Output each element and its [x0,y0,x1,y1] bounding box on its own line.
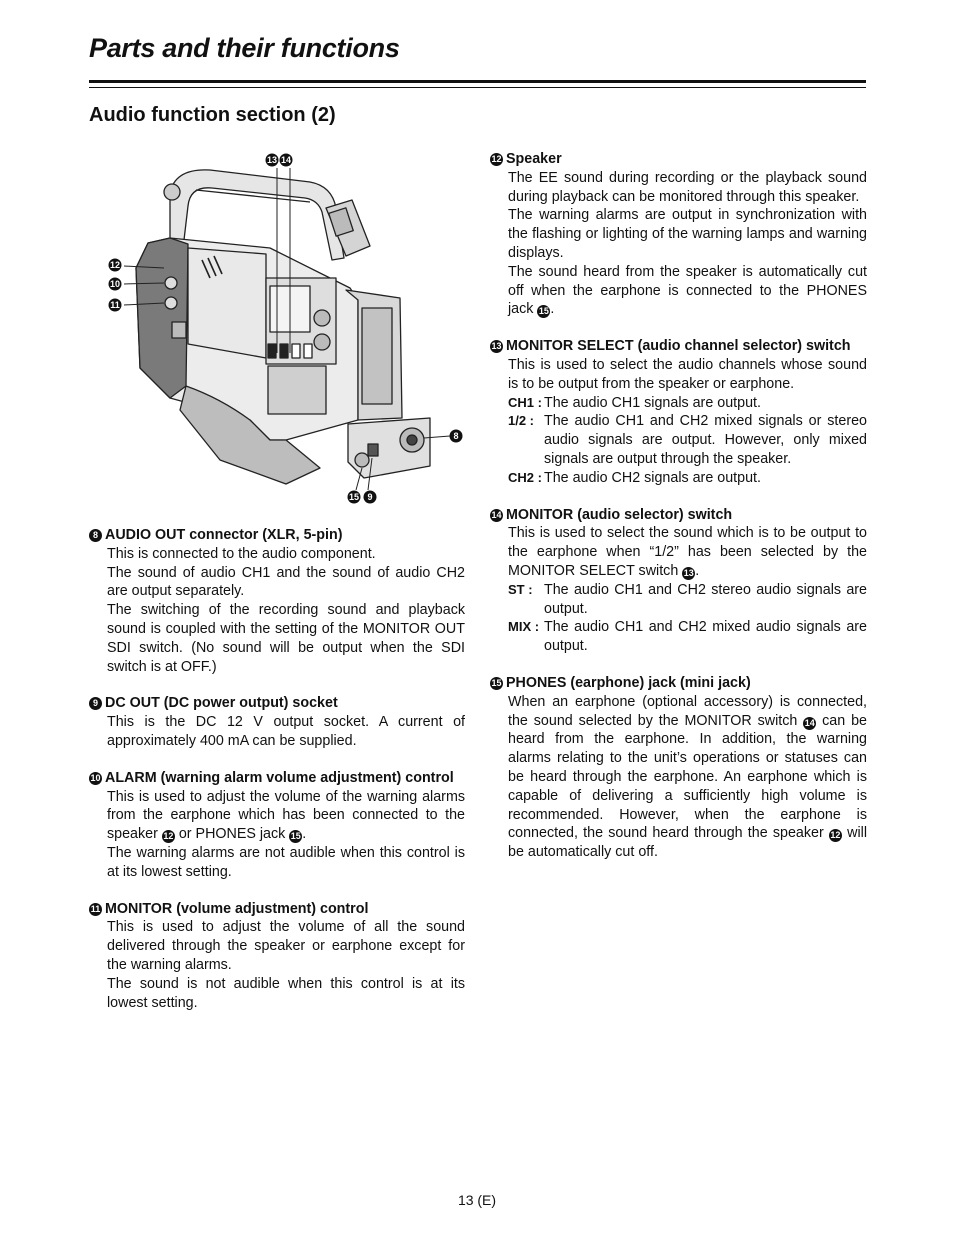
item-text: This is used to adjust the volume of all the sound delivered through the speaker or earphone except for the warning alarms. [107,919,465,973]
item-number: 15 [491,677,502,688]
svg-text:12: 12 [109,260,121,270]
item-monitor-audio-selector [490,506,867,656]
item-text: The EE sound during recording or the playback sound during playback can be monitored through this speaker. [508,169,867,205]
left-column [89,526,465,1030]
camera-illustration [100,148,468,508]
item-number: 13 [491,341,502,352]
item-title: DC OUT (DC power output) socket [105,695,338,712]
item-text: The warning alarms are output in synchronization with the flashing or lighting of the warning lamps and warning displays. [508,207,867,261]
ref-number: 12 [163,831,174,842]
item-title: MONITOR (audio selector) switch [506,506,733,523]
ref-number: 15 [538,306,549,317]
ref-number: 15 [290,831,301,842]
ref-number: 12 [830,830,841,841]
item-dc-out [89,694,465,750]
svg-text:10: 10 [109,279,121,289]
item-number: 10 [90,772,101,783]
item-monitor-select [490,337,867,487]
item-title: PHONES (earphone) jack (mini jack) [506,674,751,691]
ref-number: 14 [804,717,815,728]
option-row: CH1 : The audio CH1 signals are output. [508,394,761,411]
item-text: The switching of the recording sound and playback sound is coupled with the setting of the MONITOR OUT SDI switch. (No sound will be output when the SDI switch is at OFF.) [107,602,465,675]
item-text: The sound heard from the speaker is automatically cut off when the earphone is connected to the PHONES jack 15 . [508,263,867,318]
item-title: MONITOR (volume adjustment) control [105,900,369,917]
item-speaker [490,150,867,319]
right-column [490,150,867,880]
item-text: This is connected to the audio component. [107,545,376,562]
option-row: 1/2 : The audio CH1 and CH2 mixed signals or stereo audio signals are output. However, only mixed signals are output through the speaker. [508,413,867,467]
item-text: This is the DC 12 V output socket. A current of approximately 400 mA can be supplied. [107,714,465,749]
svg-text:14: 14 [280,155,292,165]
callout-9 [364,491,377,504]
header-rule-thick [89,80,866,83]
callout-14 [280,154,293,167]
svg-text:9: 9 [367,492,373,502]
svg-text:13: 13 [266,155,278,165]
item-text: The warning alarms are not audible when this control is at its lowest setting. [107,844,465,880]
svg-text:15: 15 [348,492,360,502]
item-text: This is used to select the audio channels whose sound is to be output from the speaker or earphone. [508,356,867,392]
item-number: 11 [90,903,101,914]
callout-8 [450,430,463,443]
item-text: This is used to adjust the volume of the warning alarms from the earphone which has been connected to the speaker 12 or PHONES jack 15 . [107,788,465,843]
callout-13 [266,154,279,167]
item-text: The sound is not audible when this control is at its lowest setting. [107,975,465,1011]
item-phones-jack [490,674,867,862]
item-alarm [89,769,465,882]
header-rule-thin [89,87,866,88]
section-title: Audio function section (2) [89,104,336,126]
camera-drawing [100,148,468,508]
item-text: When an earphone (optional accessory) is connected, the sound selected by the MONITOR switch 14 can be heard from the earphone. In addition, the warning alarms relating to the unit’s operations or statuses can be heard through the earphone. An earphone which is capable of delivering a sufficiently high volume is recommended. However, when the earphone is connected, the sound heard through the speaker 12 will be automatically cut off. [508,693,867,861]
item-title: Speaker [506,151,562,167]
callout-15 [348,491,361,504]
option-row: MIX : The audio CH1 and CH2 mixed audio signals are output. [508,619,867,655]
callout-11 [109,299,122,312]
page-number: 13 (E) [457,1192,497,1208]
callout-10 [109,278,122,291]
option-row: CH2 : The audio CH2 signals are output. [508,469,761,486]
item-title: MONITOR SELECT (audio channel selector) switch [506,338,851,355]
callout-12 [109,259,122,272]
svg-text:11: 11 [110,300,120,310]
svg-text:8: 8 [453,431,459,441]
item-audio-out [89,526,465,676]
option-row: ST : The audio CH1 and CH2 stereo audio signals are output. [508,581,867,617]
item-number: 14 [491,509,502,520]
page-title: Parts and their functions [89,33,400,63]
item-number: 12 [491,154,502,164]
item-monitor-volume [89,900,465,1013]
item-title: ALARM (warning alarm volume adjustment) control [105,769,454,786]
item-title: AUDIO OUT connector (XLR, 5-pin) [105,527,343,543]
item-number: 8 [89,529,102,542]
item-number: 9 [89,697,102,710]
item-text: This is used to select the sound which is to be output to the earphone when “1/2” has been selected by the MONITOR SELECT switch 13 . [508,525,867,579]
ref-number: 13 [683,567,694,578]
item-text: The sound of audio CH1 and the sound of audio CH2 are output separately. [107,564,465,600]
